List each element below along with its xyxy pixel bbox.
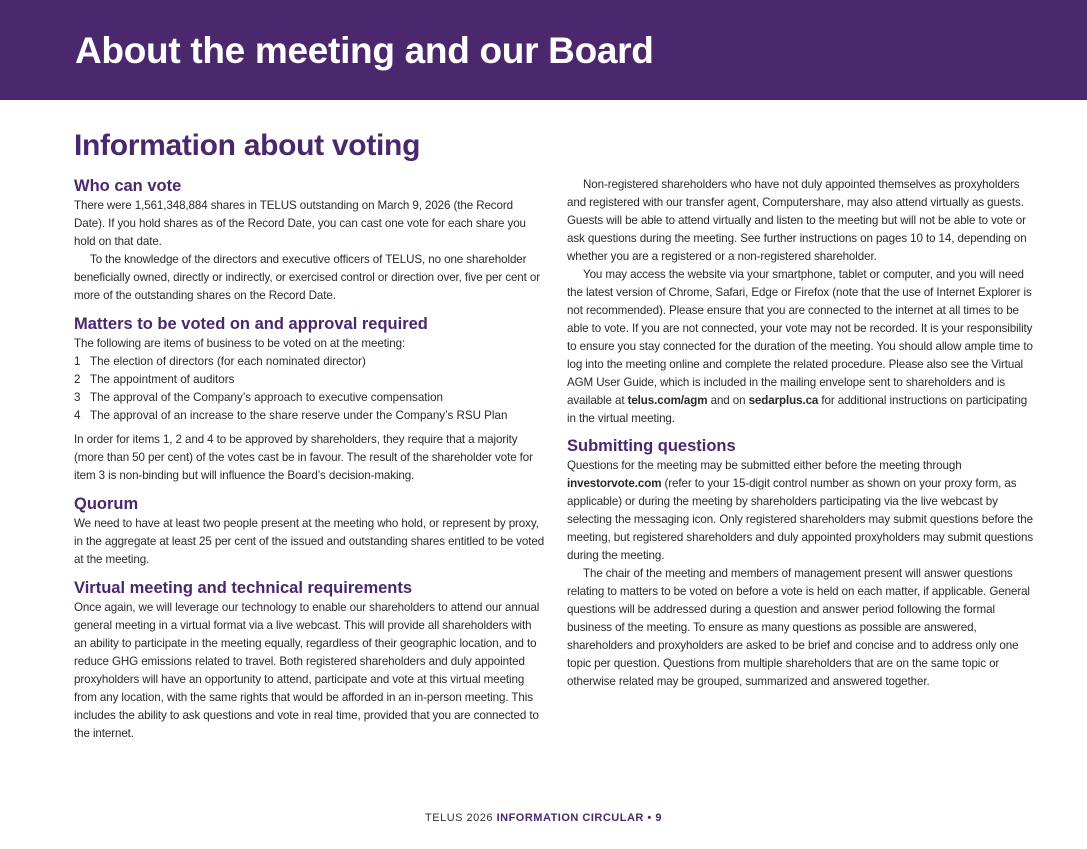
section-heading: Submitting questions [567,437,736,455]
section-heading: Matters to be voted on and approval required [74,315,428,333]
footer-page-label: INFORMATION CIRCULAR • 9 [496,812,662,824]
voting-items-list [74,353,546,425]
page-title: Information about voting [74,129,421,162]
banner-title: About the meeting and our Board [75,30,654,71]
section-who-can-vote [74,176,546,305]
section-heading: Who can vote [74,177,182,195]
section-virtual-meeting [74,578,546,743]
paragraph: Once again, we will leverage our technology to enable our shareholders to attend our annual general meeting in a virtual format via a live webcast. This will provide all shareholders with an ability to participate in the meeting equally, regardless of their geographic location, and to reduce GHG emissions related to travel. Both registered shareholders and duly appointed proxyholders will have an opportunity to attend, participate and vote at this virtual meeting from any location, with the same rights that would be afforded in an in-person meeting. This includes the ability to ask questions and vote in real time, provided that you are connected to the internet. [74,601,540,740]
list-item: 1 The election of directors (for each nominated director) [74,355,366,368]
list-item: 4 The approval of an increase to the share reserve under the Company’s RSU Plan [74,409,508,422]
paragraph: In order for items 1, 2 and 4 to be approved by shareholders, they require that a majority (more than 50 per cent) of the votes cast be in favour. The result of the shareholder vote for item 3 is non-binding but will influence the Board’s decision-making. [74,433,533,482]
section-quorum [74,494,546,569]
left-column [74,176,546,752]
page-footer [0,812,1087,824]
telus-agm-link[interactable]: telus.com/agm [627,394,708,407]
paragraph: There were 1,561,348,884 shares in TELUS outstanding on March 9, 2026 (the Record Date). If you hold shares as of the Record Date, you can cast one vote for each share you hold on that date. [74,199,526,248]
paragraph: Questions for the meeting may be submitted either before the meeting through investorvote.com (refer to your 15-digit control number as shown on your proxy form, as applicable) or during the meeting by shareholders participating via the live webcast by selecting the messaging icon. Only registered shareholders may submit questions before the meeting, but registered shareholders and duly appointed proxyholders may submit questions during the meeting. [567,459,1034,562]
section-submitting-questions [567,436,1037,691]
page-banner [0,0,1087,100]
sedarplus-link[interactable]: sedarplus.ca [748,394,819,407]
paragraph: To the knowledge of the directors and executive officers of TELUS, no one shareholder beneficially owned, directly or indirectly, or exercised control or direction over, five per cent or more of the outstanding shares on the Record Date. [74,253,540,302]
list-item: 2 The appointment of auditors [74,373,235,386]
section-heading: Virtual meeting and technical requirements [74,579,413,597]
paragraph: We need to have at least two people present at the meeting who hold, or represent by proxy, in the aggregate at least 25 per cent of the issued and outstanding shares entitled to be voted at the meeting. [74,517,545,566]
investorvote-link[interactable]: investorvote.com [567,477,662,490]
paragraph: The chair of the meeting and members of management present will answer questions relating to matters to be voted on before a vote is held on each matter, if applicable. General questions will be addressed during a question and answer period following the formal business of the meeting. To ensure as many questions as possible are answered, shareholders and proxyholders are asked to be brief and concise and to address only one topic per question. Questions from multiple shareholders that are on the same topic or otherwise related may be grouped, summarized and answered together. [567,567,1030,688]
section-heading: Quorum [74,495,139,513]
section-matters [74,314,546,485]
footer-prefix: TELUS 2026 [425,812,497,824]
list-item: 3 The approval of the Company’s approach to executive compensation [74,391,443,404]
right-column [567,176,1037,700]
paragraph: The following are items of business to be voted on at the meeting: [74,337,406,350]
paragraph: Non-registered shareholders who have not duly appointed themselves as proxyholders and registered with our transfer agent, Computershare, may also attend virtually as guests. Guests will be able to attend virtually and listen to the meeting but will not be able to vote or ask questions during the meeting. See further instructions on pages 10 to 14, depending on whether you are a registered or a non-registered shareholder. [567,178,1027,263]
paragraph: You may access the website via your smartphone, tablet or computer, and you will need the latest version of Chrome, Safari, Edge or Firefox (note that the use of Internet Explorer is not recommended). Please ensure that you are connected to the internet at all times to be able to vote. If you are not connected, your vote may not be recorded. It is your responsibility to ensure you stay connected for the duration of the meeting. You should allow ample time to log into the meeting online and complete the related procedure. Please also see the Virtual AGM User Guide, which is included in the mailing envelope sent to shareholders and is available at telus.com/agm and on sedarplus.ca for additional instructions on participating in the virtual meeting. [567,268,1033,425]
